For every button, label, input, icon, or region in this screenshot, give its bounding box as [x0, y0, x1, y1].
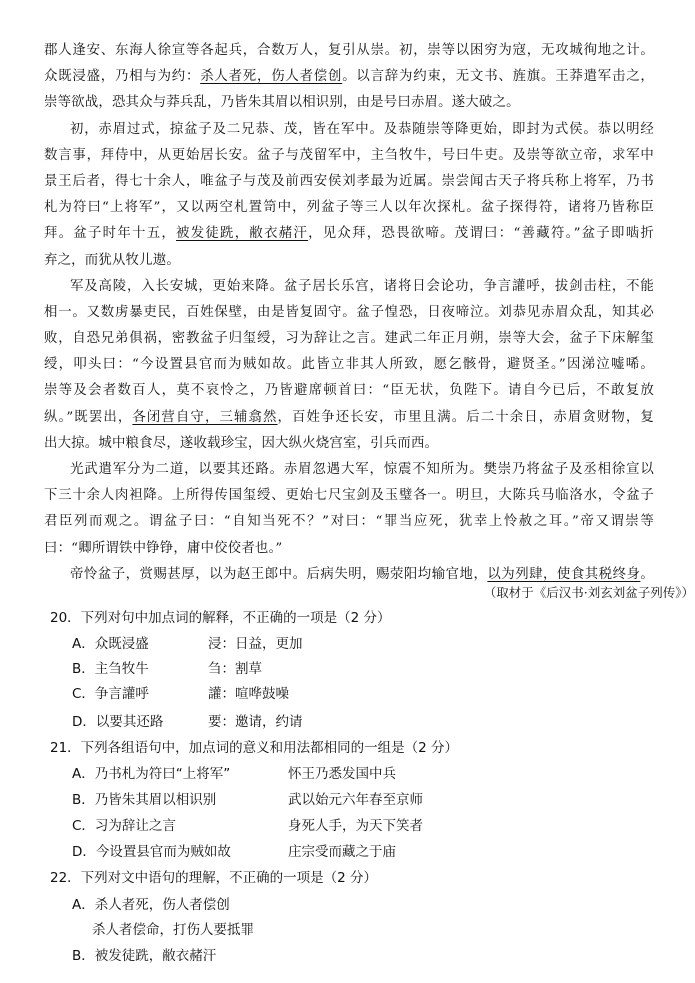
passage-line: 崇等欲战，恐其众与莽兵乱，乃皆朱其眉以相识别，由是号曰赤眉。遂大破之。 [44, 95, 520, 111]
passage-line: 札为符曰“上将军”，又以两空札置笥中，列盆子等三人以年次探札。盆子探得符，诸将乃皆称臣 [44, 200, 654, 216]
q20-option-c-gloss: 讙：喧哗鼓噪 [208, 686, 289, 702]
q21-option-a-pair: 怀王乃悉发国中兵 [288, 766, 396, 782]
passage-line: 相一。又数虏暴吏民，百姓保壁，由是皆复固守。盆子惶恐，日夜啼泣。刘恭见赤眉众乱，知其必 [44, 304, 654, 320]
q20-option-b-gloss: 刍：割草 [208, 661, 262, 677]
passage-line: 初，赤眉过式，掠盆子及二兄恭、茂，皆在军中。及恭随崇等降更始，即封为式侯。恭以明经 [70, 121, 654, 137]
passage-line: 军及高陵，入长安城，更始来降。盆子居长乐宫，诸将日会论功，争言讙呼，拔剑击柱，不能 [70, 278, 654, 294]
underlined-phrase: 被发徒跣，敝衣赭汗 [176, 226, 309, 242]
passage-line: 数言事，拜侍中，从更始居长安。盆子与茂留军中，主刍牧牛，号曰牛吏。及崇等欲立帝，求军中 [44, 147, 654, 163]
q22-option-a[interactable]: A．杀人者死，伤人者偿创 [72, 897, 230, 913]
source-citation: （取材于《后汉书·刘玄刘盆子列传》） [483, 585, 694, 600]
q22-option-a-explanation: 杀人者偿命，打伤人要抵罪 [92, 922, 254, 938]
passage-line: 景王后者，得七十余人，唯盆子与茂及前西安侯刘孝最为近属。崇尝闻古天子将兵称上将军，乃书 [44, 173, 654, 189]
underlined-phrase: 各闭营自守，三辅翕然 [132, 409, 278, 425]
question-21-stem: 21．下列各组语句中，加点词的意义和用法都相同的一组是（2 分） [50, 740, 459, 756]
underlined-phrase: 以为列肆，使食其税终身 [487, 566, 641, 582]
question-20-stem: 20．下列对句中加点词的解释，不正确的一项是（2 分） [50, 610, 391, 626]
q20-option-d-gloss: 要：邀请，约请 [208, 714, 303, 730]
classical-passage [44, 38, 694, 600]
q21-option-b-pair: 武以始元六年春至京师 [288, 792, 423, 808]
passage-line: 郡人逢安、东海人徐宣等各起兵，合数万人，复引从崇。初，崇等以困穷为寇，无攻城徇地之计。 [44, 43, 654, 58]
passage-line: 光武遣军分为二道，以要其还路。赤眉忽遇大军，惊震不知所为。樊崇乃将盆子及丞相徐宣以 [70, 462, 654, 477]
q21-option-c-pair: 身死人手，为天下笑者 [288, 818, 423, 834]
passage-line: 帝怜盆子，赏赐甚厚，以为赵王郎中。后病失明，赐荥阳均输官地，以为列肆，使食其税终身。 [70, 566, 654, 582]
passage-line: 下三十余人肉袒降。上所得传国玺绶、更始七尺宝剑及玉璧各一。明旦，大陈兵马临洛水，令盆子 [44, 488, 654, 504]
passage-line: 纵。”既罢出，各闭营自守，三辅翕然，百姓争还长安，市里且满。后二十余日，赤眉贪财物，复 [44, 409, 654, 425]
q21-option-d-pair: 庄宗受而藏之于庙 [288, 844, 396, 860]
q20-option-a[interactable]: A．众既浸盛 [72, 636, 149, 652]
q20-option-a-gloss: 浸：日益，更加 [208, 636, 303, 652]
q20-option-d[interactable]: D．以要其还路 [72, 714, 164, 730]
passage-line: 拜。盆子时年十五，被发徒跣，敝衣赭汗，见众拜，恐畏欲啼。茂谓曰：“善藏符。”盆子即啮折 [44, 226, 654, 242]
passage-line: 君臣列而观之。谓盆子曰：“自知当死不？”对曰：“罪当应死，犹幸上怜赦之耳。”帝又谓崇等 [44, 514, 654, 530]
passage-line: 众既浸盛，乃相与为约：杀人者死，伤人者偿创。以言辞为约束，无文书、旌旗。王莽遣军击之， [44, 69, 654, 85]
q21-option-a[interactable]: A．乃书札为符曰“上将军” [72, 766, 231, 782]
passage-line: 弃之，而犹从牧儿遨。 [44, 252, 180, 268]
q22-option-b[interactable]: B．被发徒跣，敝衣赭汗 [72, 948, 217, 964]
passage-line: 崇等及会者数百人，莫不哀怜之，乃皆避席顿首曰：“臣无状，负陛下。请自今已后，不敢复放 [44, 383, 654, 399]
q21-option-c[interactable]: C．习为辞让之言 [72, 818, 176, 834]
question-22-stem: 22．下列对文中语句的理解，不正确的一项是（2 分） [50, 870, 378, 886]
passage-line: 曰：“卿所谓铁中铮铮，庸中佼佼者也。” [44, 540, 283, 556]
q21-option-b[interactable]: B．乃皆朱其眉以相识别 [72, 792, 217, 808]
q20-option-c[interactable]: C．争言讙呼 [72, 686, 149, 702]
q21-option-d[interactable]: D．今设置县官而为贼如故 [72, 844, 231, 860]
passage-line: 败，自恐兄弟俱祸，密教盆子归玺绶，习为辞让之言。建武二年正月朔，崇等大会，盆子下床解玺 [44, 331, 654, 347]
underlined-phrase: 杀人者死，伤人者偿创 [200, 69, 343, 85]
passage-line: 绶，叩头曰：“今设置县官而为贼如故。此皆立非其人所致，愿乞骸骨，避贤圣。”因涕泣嘘唏。 [44, 357, 654, 373]
q20-option-b[interactable]: B．主刍牧牛 [72, 661, 149, 677]
passage-line: 出大掠。城中粮食尽，遂收载珍宝，因大纵火烧宫室，引兵而西。 [44, 435, 439, 451]
